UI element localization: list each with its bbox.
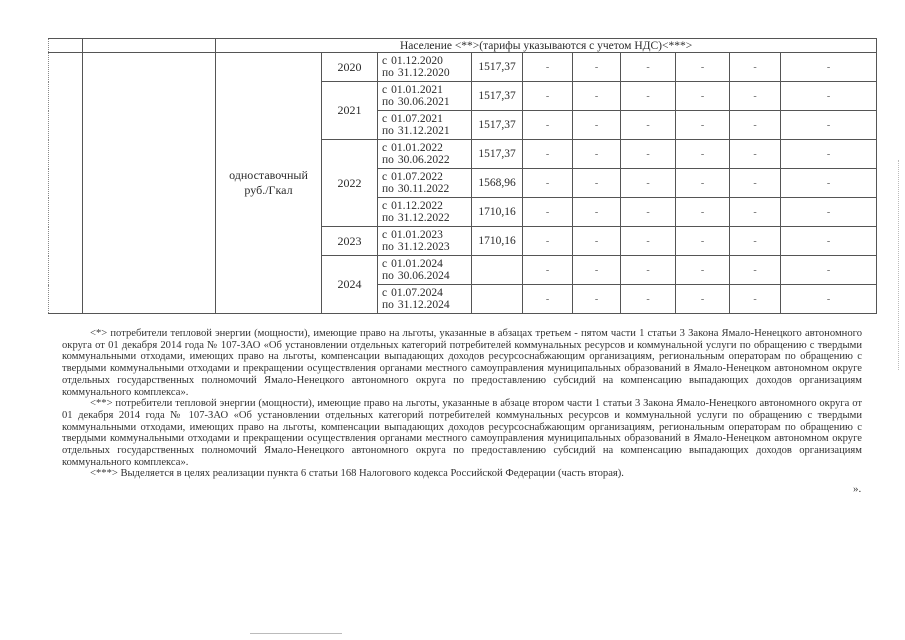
dash-cell: - [523,227,573,256]
dash-cell: - [781,227,877,256]
dash-cell: - [730,111,781,140]
dash-cell: - [621,111,676,140]
tariff-unit-label: руб./Гкал [244,183,293,197]
dash-cell: - [523,111,573,140]
page-edge-mark [898,160,900,370]
from-prefix: с [382,257,388,270]
dash-cell: - [781,140,877,169]
tariff-value: 1517,37 [472,140,523,169]
from-prefix: с [382,170,388,183]
dash-cell: - [621,82,676,111]
dash-cell: - [621,227,676,256]
year-cell: 2020 [322,53,378,82]
year-cell: 2024 [322,256,378,314]
dash-cell: - [523,53,573,82]
dash-cell: - [781,82,877,111]
dash-cell: - [523,198,573,227]
tariff-value: 1517,37 [472,82,523,111]
dash-cell: - [781,256,877,285]
dash-cell: - [676,285,730,314]
period-to: 31.12.2020 [397,67,450,79]
footnote-1: <*> потребители тепловой энергии (мощности), имеющие право на льготы, указанные в абзацах третьем - пятом части 1 статьи 3 Закона Ямало-Ненецкого автономного округа от 01 декабря 2014 года № 107-ЗАО «Об установлении отдельных категорий потребителей коммунальных ресурсов и коммунальной услуги по обращению с твердыми коммунальными отходами, имеющих право на льготы, компенсации выпадающих доходов ресурсоснабжающим организациям, региональным операторам по обращению с твердыми коммунальными отходами и прекращении осуществления органами местного самоуправления муниципальных образований в Ямало-Ненецком автономном округе отдельных государственных полномочий Ямало-Ненецкого автономного округа по предоставлению субсидий на компенсацию выпадающих доходов организациям коммунального комплекса». [62,328,862,398]
to-prefix: по [382,67,394,79]
tariff-type-cell [216,53,322,314]
to-prefix: по [382,241,394,253]
dash-cell: - [676,256,730,285]
period-cell [378,198,472,227]
dash-cell: - [621,169,676,198]
dash-cell: - [573,53,621,82]
period-to: 31.12.2024 [397,299,450,311]
tariff-value: 1710,16 [472,198,523,227]
to-prefix: по [382,299,394,311]
left-blank-cell [83,53,216,314]
period-from: 01.12.2022 [391,199,443,212]
dash-cell: - [573,111,621,140]
bottom-divider [250,633,342,634]
dash-cell: - [676,227,730,256]
tariff-type-label: одноставочный [229,168,308,182]
dash-cell: - [676,169,730,198]
dash-cell: - [781,285,877,314]
year-cell: 2022 [322,140,378,227]
dash-cell: - [573,198,621,227]
tariff-value: 1710,16 [472,227,523,256]
closing-quote: ». [853,483,862,495]
from-prefix: с [382,228,388,241]
to-prefix: по [382,212,394,224]
dash-cell: - [573,169,621,198]
dash-cell: - [621,285,676,314]
dash-cell: - [523,82,573,111]
period-cell [378,140,472,169]
from-prefix: с [382,112,388,125]
to-prefix: по [382,154,394,166]
dash-cell: - [781,169,877,198]
table-row [49,53,877,82]
dash-cell: - [730,53,781,82]
period-cell [378,227,472,256]
period-from: 01.07.2024 [391,286,443,299]
period-to: 30.06.2024 [397,270,450,282]
tariff-value: 1517,37 [472,111,523,140]
period-to: 31.12.2022 [397,212,450,224]
dash-cell: - [523,285,573,314]
period-cell [378,285,472,314]
to-prefix: по [382,125,394,137]
dash-cell: - [730,140,781,169]
period-cell [378,111,472,140]
left-blank-cell [49,39,83,53]
dash-cell: - [676,111,730,140]
tariff-value: 1517,37 [472,53,523,82]
period-from: 01.01.2022 [391,141,443,154]
dash-cell: - [621,198,676,227]
dash-cell: - [523,169,573,198]
from-prefix: с [382,141,388,154]
period-to: 30.06.2021 [397,96,450,108]
tariff-value: 1568,96 [472,169,523,198]
dash-cell: - [730,256,781,285]
dash-cell: - [676,53,730,82]
dash-cell: - [730,82,781,111]
header-row [49,39,877,53]
period-cell [378,169,472,198]
dash-cell: - [730,198,781,227]
dash-cell: - [573,227,621,256]
to-prefix: по [382,96,394,108]
year-cell: 2023 [322,227,378,256]
period-from: 01.07.2022 [391,170,443,183]
dash-cell: - [730,285,781,314]
dash-cell: - [621,53,676,82]
dash-cell: - [730,169,781,198]
from-prefix: с [382,286,388,299]
dash-cell: - [781,111,877,140]
dash-cell: - [676,198,730,227]
period-to: 31.12.2023 [397,241,450,253]
dash-cell: - [621,256,676,285]
period-cell [378,53,472,82]
dash-cell: - [523,140,573,169]
population-header: Население <**>(тарифы указываются с учетом НДС)<***> [216,39,877,53]
to-prefix: по [382,270,394,282]
dash-cell: - [573,140,621,169]
from-prefix: с [382,83,388,96]
from-prefix: с [382,199,388,212]
dash-cell: - [523,256,573,285]
dash-cell: - [621,140,676,169]
left-blank-cell [83,39,216,53]
to-prefix: по [382,183,394,195]
period-to: 30.11.2022 [397,183,450,195]
footnotes [62,328,862,480]
dash-cell: - [676,140,730,169]
footnote-3: <***> Выделяется в целях реализации пункта 6 статьи 168 Налогового кодекса Российской Федерации (часть вторая). [90,468,624,480]
period-from: 01.07.2021 [391,112,443,125]
from-prefix: с [382,54,388,67]
dash-cell: - [781,198,877,227]
period-from: 01.01.2021 [391,83,443,96]
dash-cell: - [676,82,730,111]
dash-cell: - [730,227,781,256]
period-cell [378,256,472,285]
footnote-2: <**> потребители тепловой энергии (мощности), имеющие право на льготы, указанные в абзаце втором части 1 статьи 3 Закона Ямало-Ненецкого автономного округа от 01 декабря 2014 года № 107-ЗАО «Об установлении отдельных категорий потребителей коммунальных ресурсов и коммунальной услуги по обращению с твердыми коммунальными отходами, имеющих право на льготы, компенсации выпадающих доходов ресурсоснабжающим организациям, региональным операторам по обращению с твердыми коммунальными отходами и прекращении осуществления органами местного самоуправления муниципальных образований в Ямало-Ненецком автономном округе отдельных государственных полномочий Ямало-Ненецкого автономного округа по предоставлению субсидий на компенсацию выпадающих доходов организациям коммунального комплекса». [62,398,862,468]
period-from: 01.12.2020 [391,54,443,67]
period-from: 01.01.2024 [391,257,443,270]
left-blank-cell [49,53,83,314]
period-to: 30.06.2022 [397,154,450,166]
period-from: 01.01.2023 [391,228,443,241]
tariff-value [472,285,523,314]
period-to: 31.12.2021 [397,125,450,137]
tariff-table [48,38,877,314]
dash-cell: - [573,82,621,111]
dash-cell: - [573,256,621,285]
dash-cell: - [573,285,621,314]
period-cell [378,82,472,111]
dash-cell: - [781,53,877,82]
tariff-value [472,256,523,285]
year-cell: 2021 [322,82,378,140]
